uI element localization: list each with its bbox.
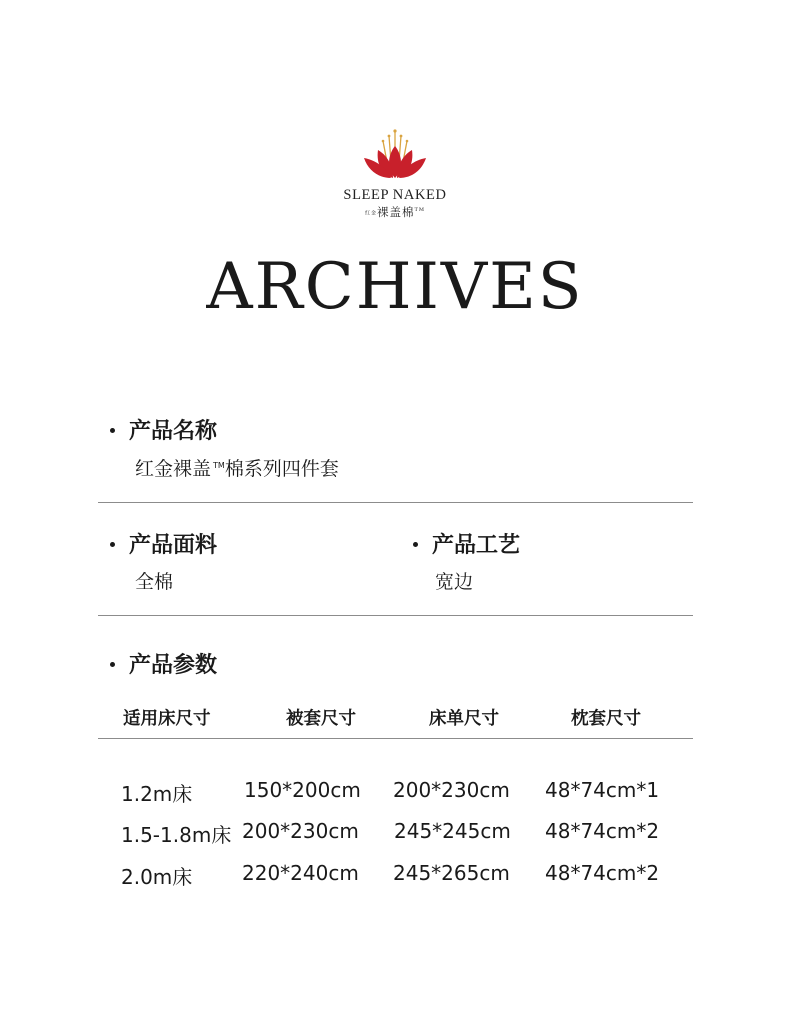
brand-name-cn xyxy=(0,204,790,220)
table-cell-pillowcase-size: 48*74cm*2 xyxy=(545,861,660,885)
table-row xyxy=(0,819,790,849)
product-name-heading xyxy=(110,414,217,445)
product-name-value xyxy=(135,454,339,481)
table-cell-sheet-size: 245*245cm xyxy=(394,819,511,843)
craft-label: 产品工艺 xyxy=(432,533,521,558)
product-name-value-part2: 棉系列四件套 xyxy=(224,458,339,480)
brand-logo xyxy=(0,128,790,220)
table-cell-sheet-size: 245*265cm xyxy=(393,861,510,885)
product-name-label: 产品名称 xyxy=(129,419,218,444)
product-name-tm: TM xyxy=(213,460,225,470)
bullet-icon xyxy=(413,542,418,547)
craft-heading xyxy=(413,528,520,559)
table-cell-bed-size: 1.2m床 xyxy=(121,782,193,806)
bullet-icon xyxy=(110,542,115,547)
table-header-sheet-size: 床单尺寸 xyxy=(429,709,499,729)
lotus-flower-icon xyxy=(360,128,430,184)
table-cell-bed-size: 2.0m床 xyxy=(121,865,193,889)
product-name-value-part1: 红金裸盖 xyxy=(135,458,212,480)
fabric-label: 产品面料 xyxy=(129,533,218,558)
divider xyxy=(98,502,693,503)
brand-prefix: 红金 xyxy=(365,210,378,217)
brand-trademark: TM xyxy=(414,207,425,214)
table-cell-duvet-size: 220*240cm xyxy=(242,861,359,885)
brand-name-cn-text: 裸盖棉 xyxy=(377,205,415,219)
params-heading xyxy=(110,648,217,679)
table-row xyxy=(0,778,790,808)
table-header-pillowcase-size: 枕套尺寸 xyxy=(571,709,641,729)
fabric-heading xyxy=(110,528,217,559)
table-cell-duvet-size: 200*230cm xyxy=(242,819,359,843)
page-title: ARCHIVES xyxy=(206,250,584,324)
table-header-duvet-size: 被套尺寸 xyxy=(286,709,356,729)
table-header-bed-size: 适用床尺寸 xyxy=(123,709,211,729)
table-cell-duvet-size: 150*200cm xyxy=(244,778,361,802)
table-cell-sheet-size: 200*230cm xyxy=(393,778,510,802)
params-label: 产品参数 xyxy=(129,653,218,678)
table-cell-bed-size: 1.5-1.8m床 xyxy=(121,823,232,847)
table-cell-pillowcase-size: 48*74cm*2 xyxy=(545,819,660,843)
bullet-icon xyxy=(110,428,115,433)
brand-name-en: SLEEP NAKED xyxy=(343,187,447,203)
divider xyxy=(98,738,693,739)
craft-value: 宽边 xyxy=(435,571,474,593)
bullet-icon xyxy=(110,662,115,667)
fabric-value: 全棉 xyxy=(135,571,174,593)
divider xyxy=(98,615,693,616)
table-cell-pillowcase-size: 48*74cm*1 xyxy=(545,778,660,802)
table-row xyxy=(0,861,790,891)
